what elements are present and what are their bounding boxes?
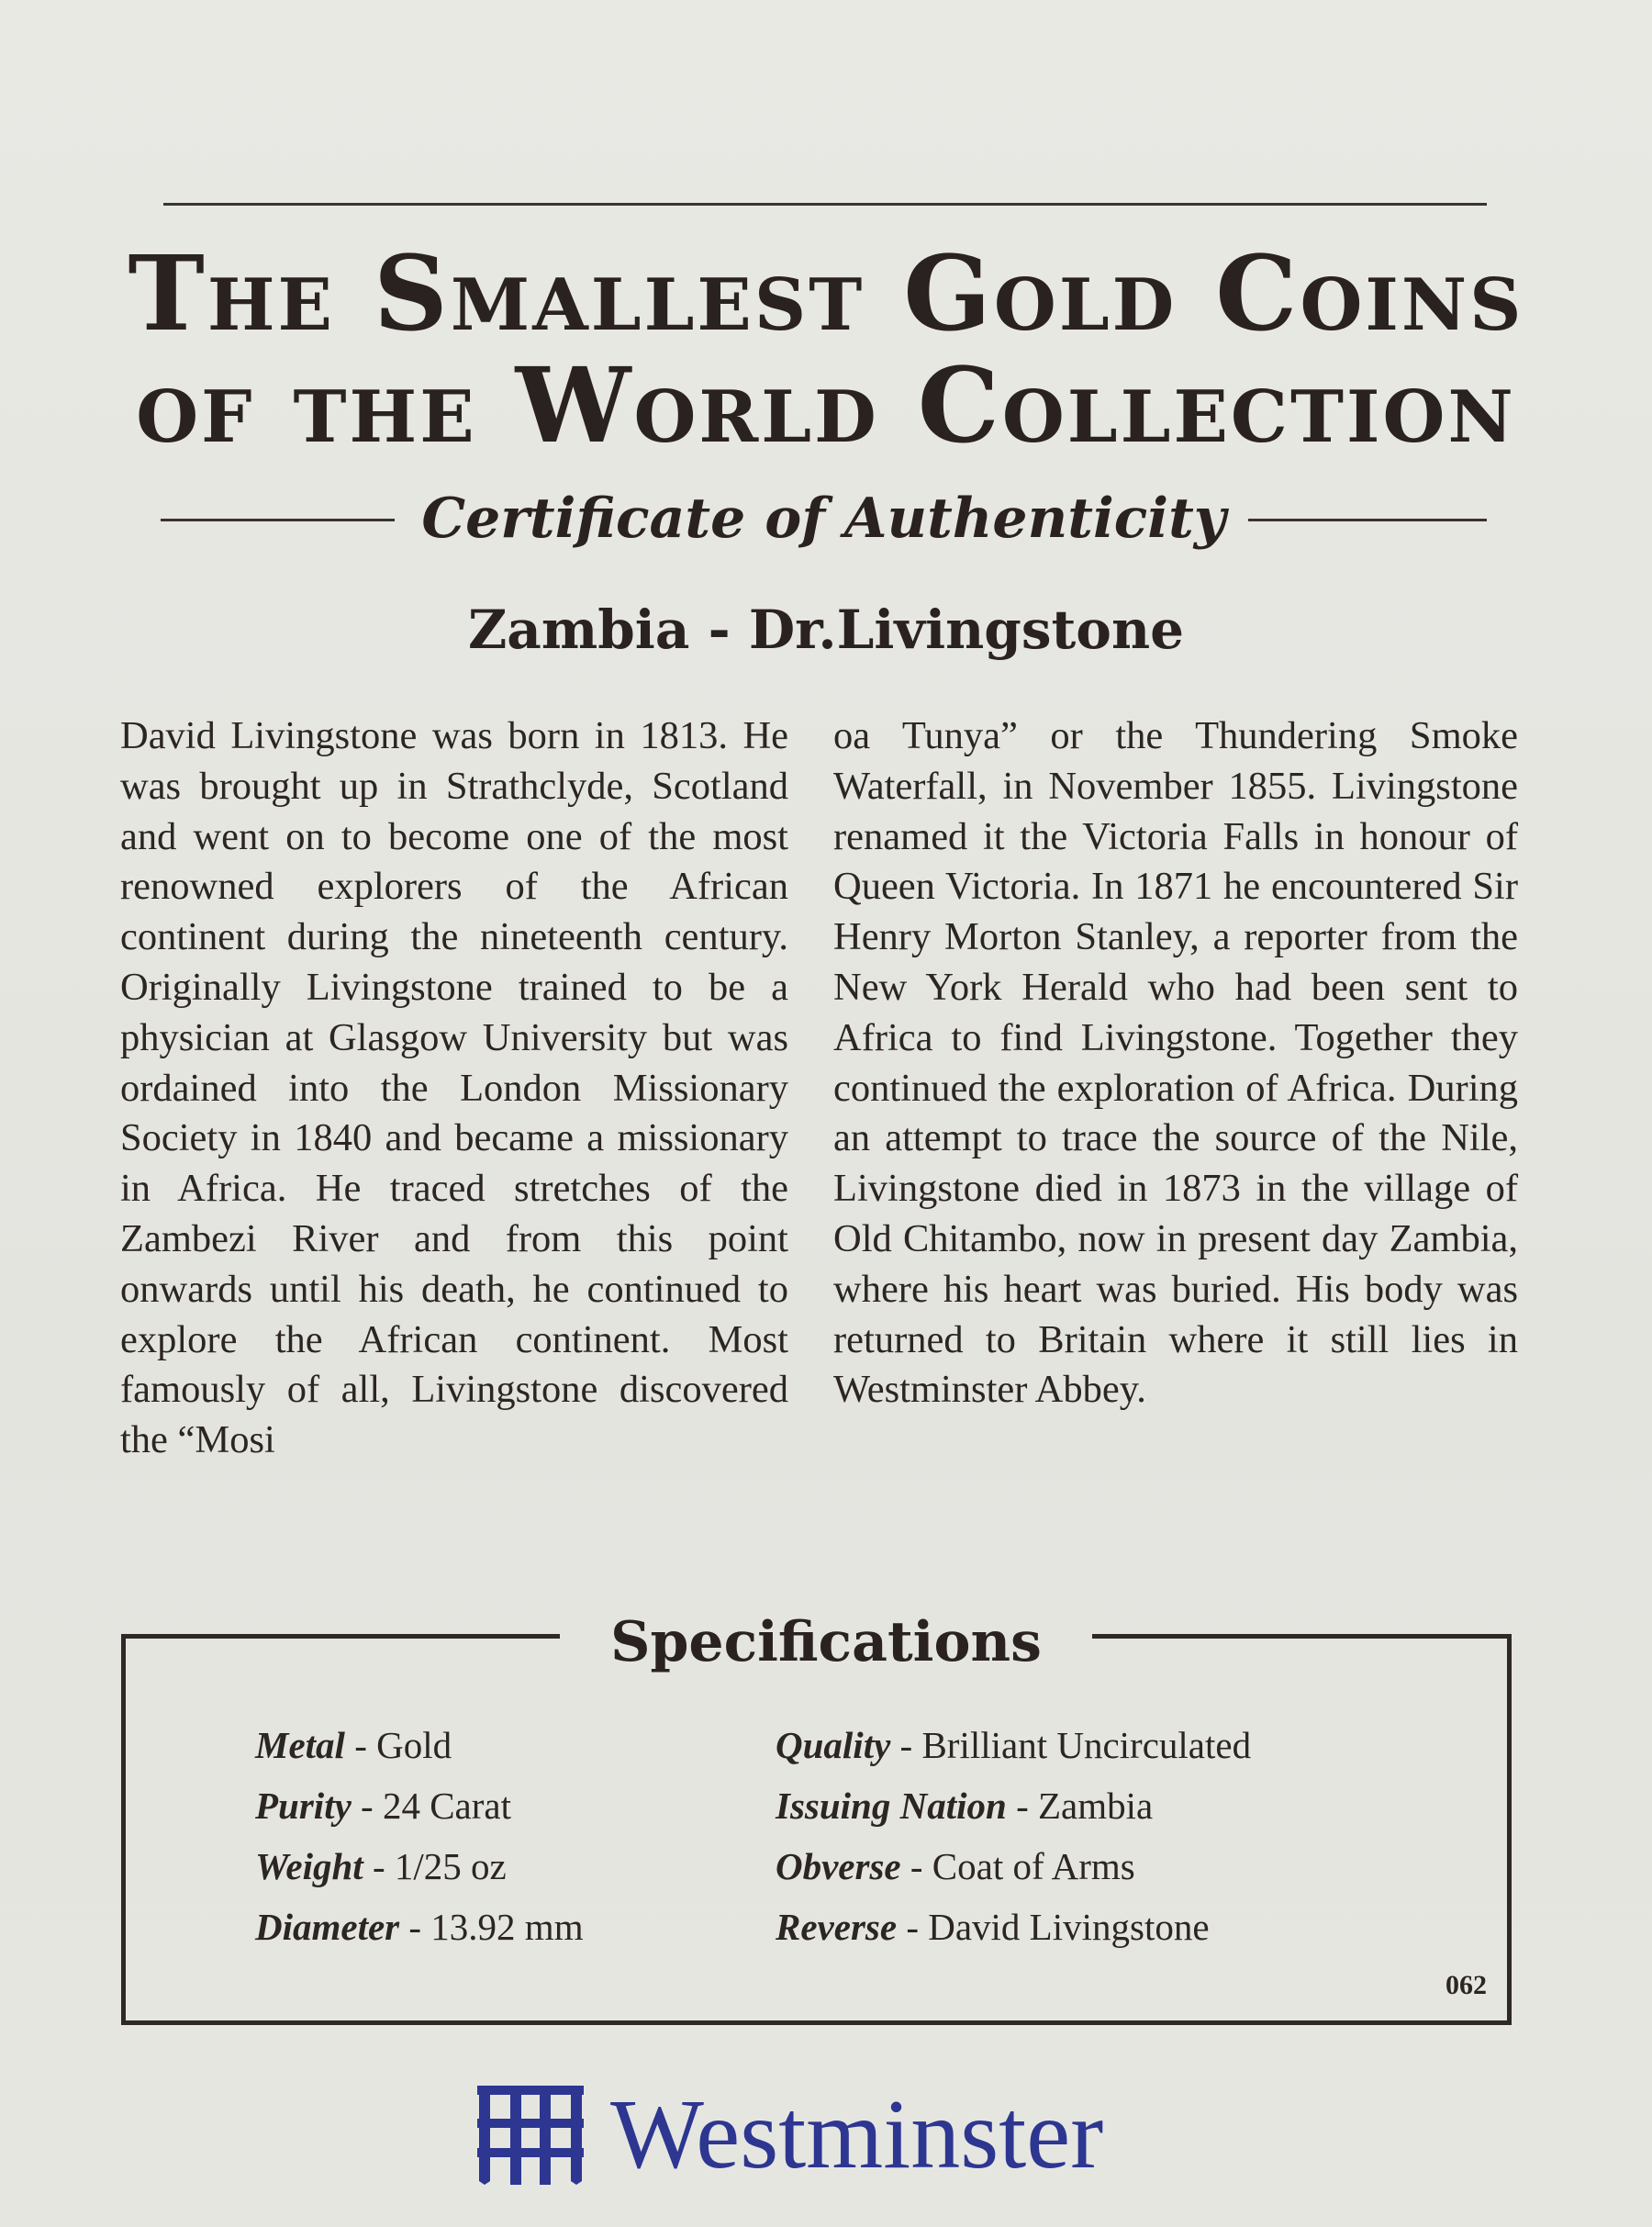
subtitle-rule-left [161, 519, 395, 521]
spec-separator: - [900, 1845, 932, 1887]
serial-number: 062 [1446, 1970, 1487, 2000]
spec-label: Issuing Nation [776, 1785, 1007, 1827]
spec-separator: - [890, 1724, 922, 1766]
specifications-right-column [776, 1715, 1251, 1957]
subtitle-row [161, 482, 1487, 555]
spec-row-issuing-nation [776, 1775, 1251, 1836]
spec-value: 24 Carat [382, 1785, 511, 1827]
spec-separator: - [363, 1845, 395, 1887]
specifications-left-column [255, 1715, 584, 1957]
westminster-logo [477, 2080, 1175, 2190]
spec-separator: - [399, 1906, 431, 1948]
spec-value: Brilliant Uncirculated [921, 1724, 1252, 1766]
spec-row-metal [255, 1715, 584, 1775]
spec-row-reverse [776, 1897, 1251, 1957]
spec-value: Gold [376, 1724, 452, 1766]
spec-separator: - [897, 1906, 929, 1948]
spec-row-purity [255, 1775, 584, 1836]
spec-label: Obverse [776, 1845, 901, 1887]
brand-name: Westminster [610, 2080, 1104, 2189]
certificate-subtitle: Certificate of Authenticity [421, 487, 1226, 551]
title-line-2: of the World Collection [136, 346, 1516, 466]
specifications-title: Specifications [560, 1602, 1092, 1683]
spec-row-quality [776, 1715, 1251, 1775]
portcullis-icon [477, 2086, 584, 2185]
spec-separator: - [1006, 1785, 1038, 1827]
spec-label: Diameter [255, 1906, 400, 1948]
biography-right-column: oa Tunya” or the Thundering Smoke Waterfall, in November 1855. Livingstone renamed it the Victoria Falls in honour of Queen Victoria. In 1871 he encountered Sir Henry Morton Stanley, a reporter from the New York Herald who had been sent to Africa to find Livingstone. Together they continued the exploration of Africa. During an attempt to trace the source of the Nile, Livingstone died in 1873 in the village of Old Chitambo, now in present day Zambia, where his heart was buried. His body was returned to Britain where it still lies in Westminster Abbey. [833, 714, 1518, 1412]
spec-separator: - [351, 1785, 383, 1827]
subtitle-rule-right [1248, 519, 1487, 521]
coin-name: Zambia - Dr.Livingstone [467, 599, 1185, 661]
spec-label: Quality [776, 1724, 891, 1766]
top-rule [163, 203, 1487, 206]
spec-row-obverse [776, 1836, 1251, 1897]
spec-value: 13.92 mm [430, 1906, 584, 1948]
spec-separator: - [344, 1724, 377, 1766]
spec-label: Purity [255, 1785, 352, 1827]
spec-label: Weight [255, 1845, 363, 1887]
spec-value: Zambia [1037, 1785, 1154, 1827]
biography-left-column: David Livingstone was born in 1813. He was brought up in Strathclyde, Scotland and went on to become one of the most renowned explorers of the African continent during the nineteenth century. Originally Livingstone trained to be a physician at Glasgow University but was ordained into the London Missionary Society in 1840 and became a missionary in Africa. He traced stretches of the Zambezi River and from this point onwards until his death, he continued to explore the African continent. Most famously of all, Livingstone discovered the “Mosi [120, 714, 788, 1462]
spec-value: David Livingstone [928, 1906, 1210, 1948]
spec-row-diameter [255, 1897, 584, 1957]
spec-value: Coat of Arms [932, 1845, 1135, 1887]
spec-label: Metal [255, 1724, 345, 1766]
title-line-1: The Smallest Gold Coins [128, 234, 1524, 354]
spec-row-weight [255, 1836, 584, 1897]
spec-value: 1/25 oz [394, 1845, 507, 1887]
spec-label: Reverse [776, 1906, 898, 1948]
